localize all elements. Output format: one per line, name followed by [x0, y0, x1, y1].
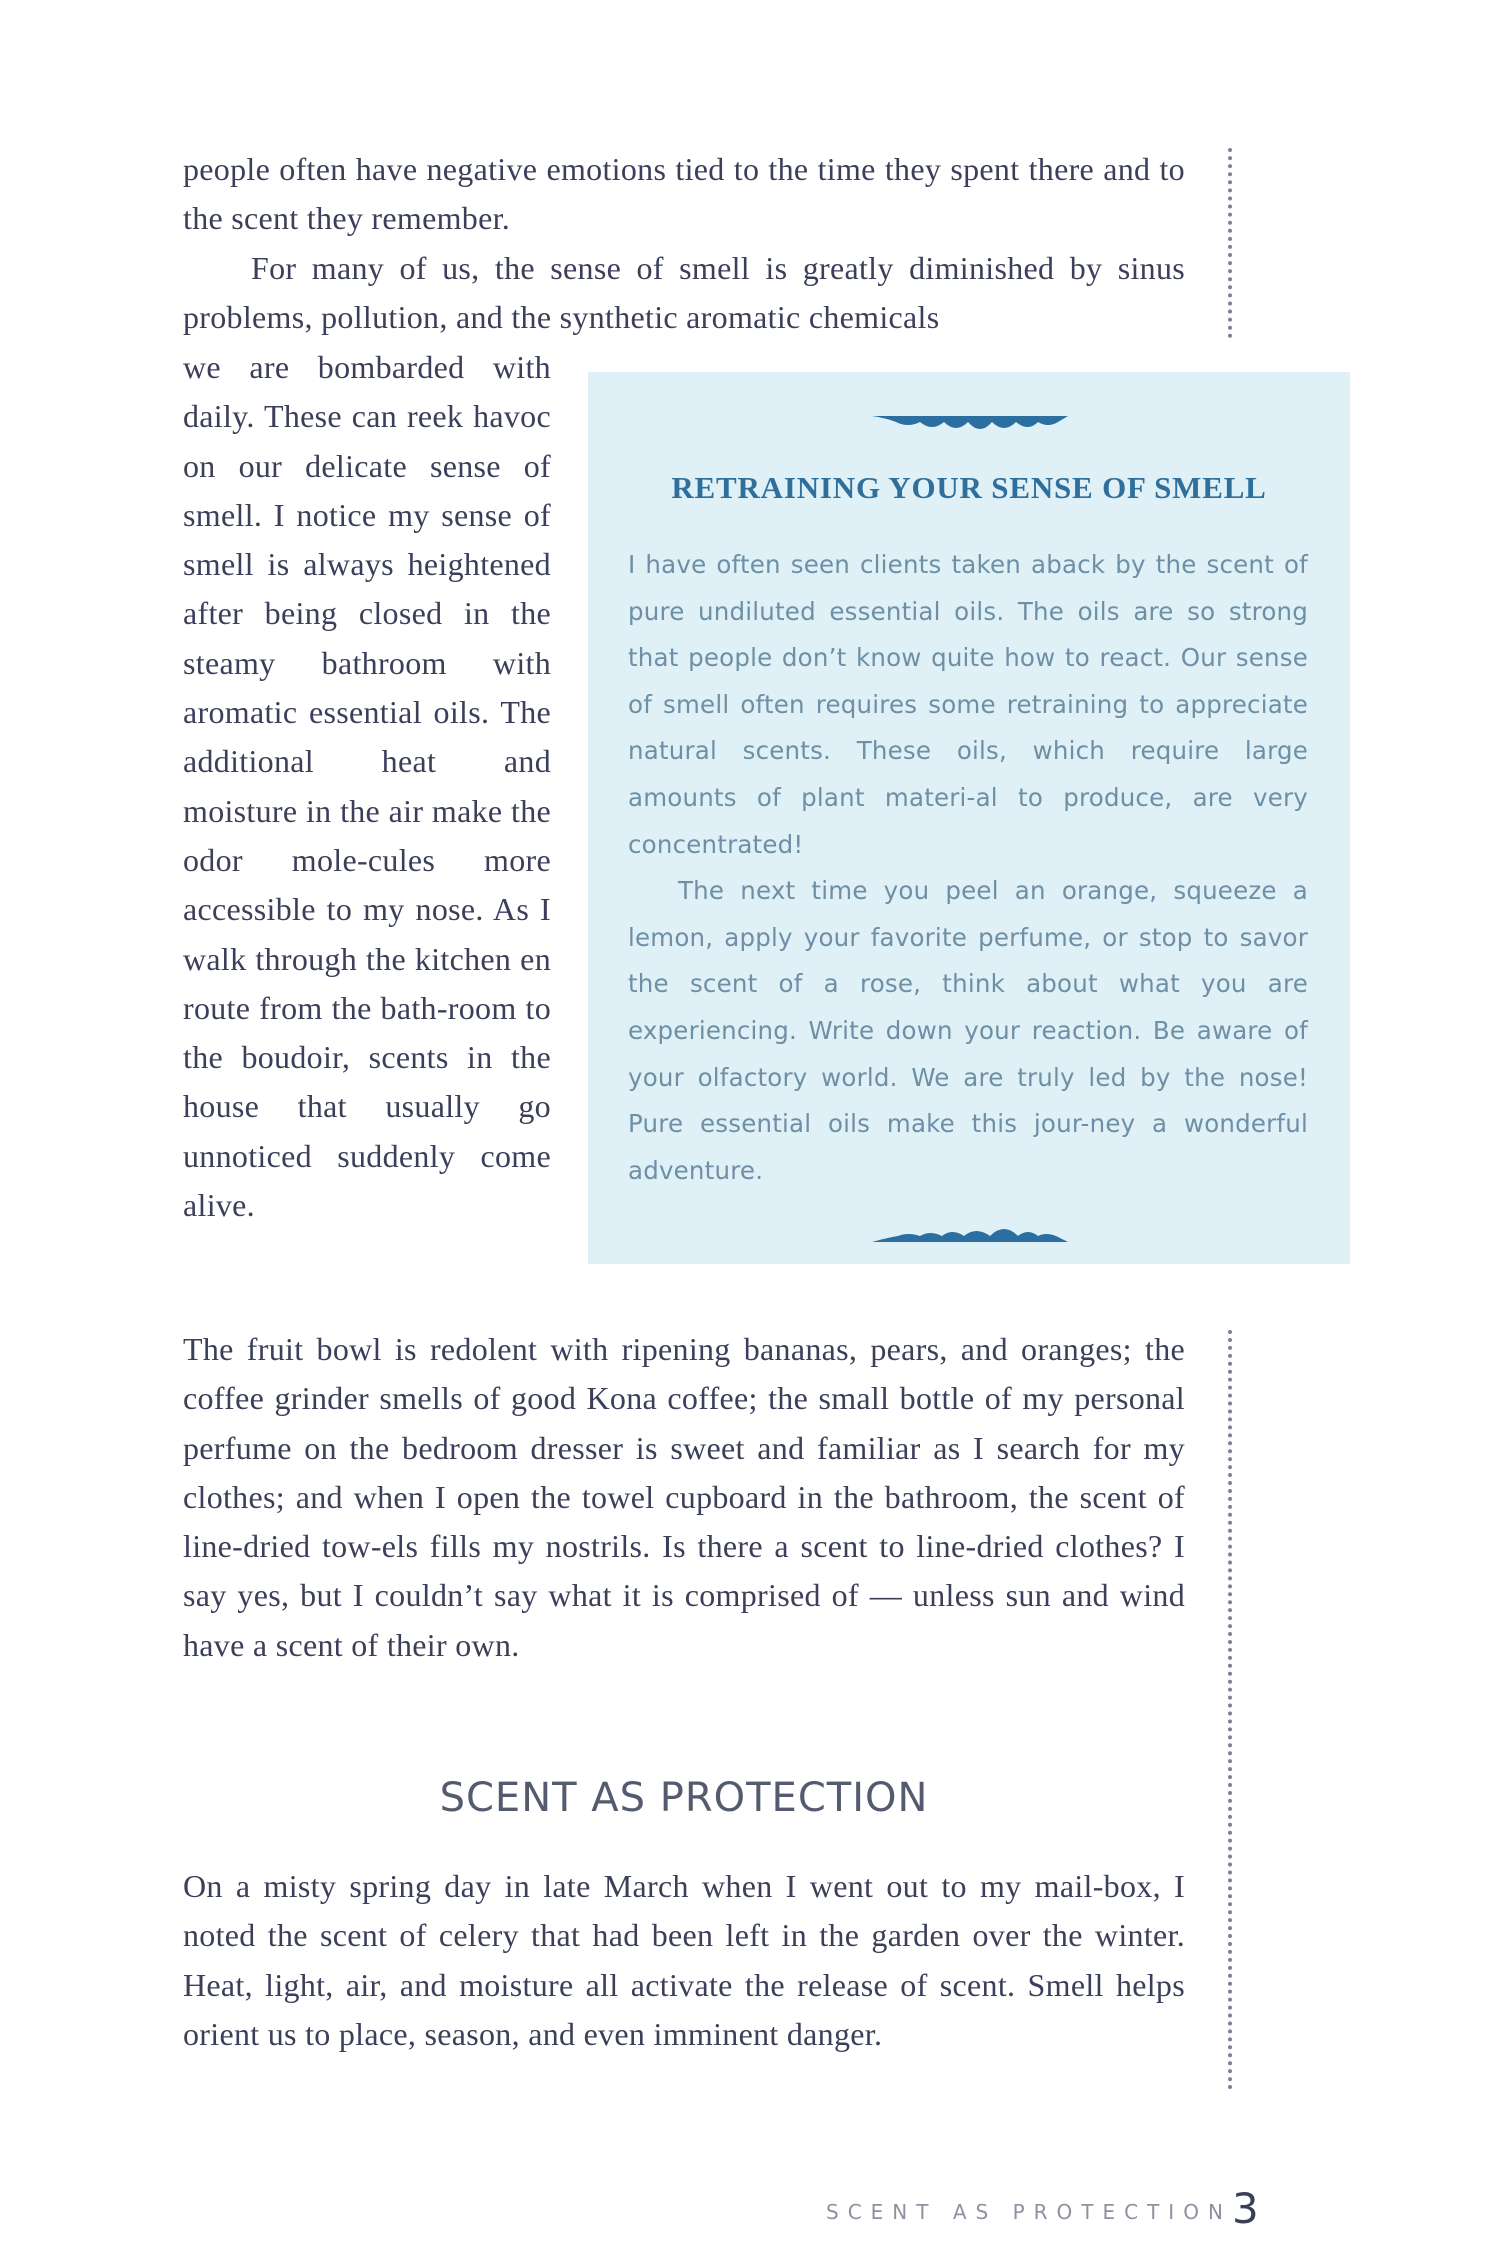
wave-ornament-top-icon	[872, 410, 1068, 436]
page-number: 3	[1232, 2184, 1259, 2233]
paragraph-smell-after: The fruit bowl is redolent with ripening bananas, pears, and oranges; the coffee grinder smells of good Kona coffee; the small bottle of my personal perfume on the bedroom dresser is sweet and familiar as I search for my clothes; and when I open the towel cupboard in the bathroom, the scent of line-dried tow-els fills my nostrils. Is there a scent to line-dried clothes? I say yes, but I couldn’t say what it is comprised of — unless sun and wind have a scent of their own.	[183, 1331, 1185, 1663]
margin-dotted-rule	[1228, 148, 1232, 338]
running-head: SCENT AS PROTECTION	[826, 2200, 1232, 2224]
margin-dotted-rule	[1228, 1330, 1232, 2090]
sidebar-title: RETRAINING YOUR SENSE OF SMELL	[671, 470, 1267, 505]
body-text-top	[183, 145, 1185, 342]
sidebar-paragraph: The next time you peel an orange, squeeze a lemon, apply your favorite perfume, or stop to savor the scent of a rose, think about what you are experiencing. Write down your reaction. Be aware of your olfactory world. We are truly led by the nose! Pure essential oils make this jour-ney a wonderful adventure.	[628, 876, 1308, 1185]
paragraph-protection: On a misty spring day in late March when I went out to my mail-box, I noted the scent of celery that had been left in the garden over the winter. Heat, light, air, and moisture all activate the release of scent. Smell helps orient us to place, season, and even imminent danger.	[183, 1868, 1185, 2052]
body-text-narrow-column	[183, 343, 551, 1230]
sidebar-paragraph: I have often seen clients taken aback by the scent of pure undiluted essential oils. The oils are so strong that people don’t know quite how to react. Our sense of smell often requires some retraining to appreciate natural scents. These oils, which require large amounts of plant materi-al to produce, are very concentrated!	[628, 550, 1308, 859]
section-body-text	[183, 1862, 1185, 2059]
paragraph-opening: people often have negative emotions tied to the time they spent there and to the scent they remember.	[183, 151, 1185, 237]
paragraph-smell-intro: For many of us, the sense of smell is greatly diminished by sinus problems, pollution, and the synthetic aromatic chemicals	[183, 249, 1185, 335]
wave-ornament-bottom-icon	[872, 1222, 1068, 1248]
section-heading: SCENT AS PROTECTION	[439, 1775, 929, 1821]
sidebar-box	[588, 372, 1350, 1264]
body-text-continued	[183, 1325, 1185, 1670]
paragraph-smell-narrow: we are bombarded with daily. These can reek havoc on our delicate sense of smell. I notice my sense of smell is always heightened after being closed in the steamy bathroom with aromatic essential oils. The additional heat and moisture in the air make the odor mole-cules more accessible to my nose. As I walk through the kitchen en route from the bath-room to the boudoir, scents in the house that usually go unnoticed suddenly come alive.	[183, 349, 551, 1224]
sidebar-body	[628, 542, 1308, 1194]
